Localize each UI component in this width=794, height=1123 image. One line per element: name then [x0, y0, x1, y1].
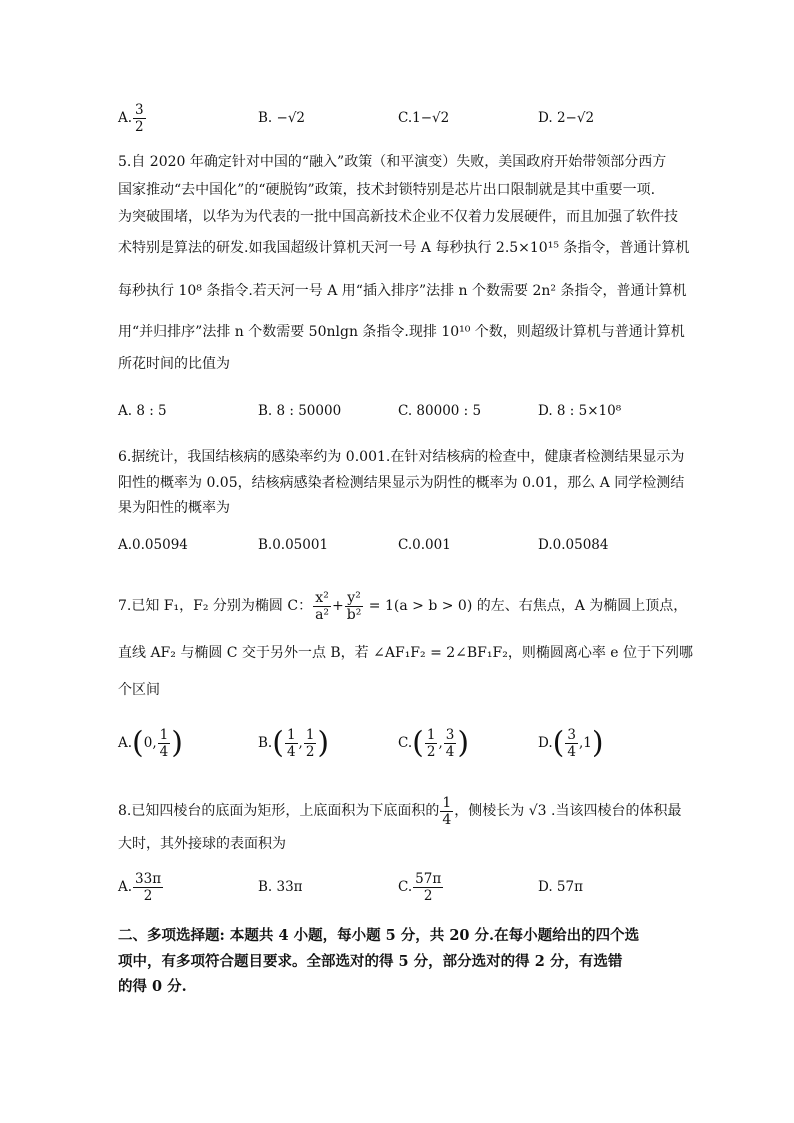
- q8-option-c: C. $\frac{57\pi}{2}$: [398, 871, 442, 904]
- q6-line-1: 6.据统计，我国结核病的感染率约为 0.001.在针对结核病的检查中，健康者检测结果显示为: [118, 449, 685, 465]
- q5-option-c: C. 80000 : 5: [398, 403, 482, 419]
- q6-option-a: A.0.05094: [118, 537, 188, 553]
- q6-option-d: D.0.05084: [538, 537, 609, 553]
- section2-line-1: 二、多项选择题: 本题共 4 小题，每小题 5 分，共 20 分.在每小题给出的四个选: [118, 927, 640, 944]
- q8-option-a: A. $\frac{33\pi}{2}$: [118, 871, 162, 904]
- q7-line-2: 直线 AF₂ 与椭圆 C 交于另外一点 B，若 ∠AF₁F₂ = 2∠BF₁F₂，则椭圆离心率 e 位于下列哪: [118, 645, 694, 661]
- q5-option-a: A. 8 : 5: [118, 403, 167, 419]
- q6-option-c: C.0.001: [398, 537, 451, 553]
- q7-y-fraction: $\frac{\text{y²}}{\text{b²}}$: [346, 589, 362, 623]
- q7-x-fraction: $\frac{\text{x²}}{\text{a²}}$: [315, 589, 330, 623]
- q8-option-b: B. 33π: [258, 879, 303, 895]
- q4-option-b: B. −√2: [258, 110, 306, 126]
- q8-option-d: D. 57π: [538, 879, 583, 895]
- q6-option-b: B.0.05001: [258, 537, 329, 553]
- q6-line-2: 阳性的概率为 0.05，结核病感染者检测结果显示为阴性的概率为 0.01，那么 A 同学检测结: [118, 475, 685, 491]
- q5-line-7: 所花时间的比值为: [118, 356, 230, 372]
- q7-option-d: D.( $\frac{3}{4}$ ,1): [538, 725, 604, 761]
- q5-line-5: 每秒执行 10⁸ 条指令.若天河一号 A 用“插入排序”法排 n 个数需要 2n² 条指令，普通计算机: [118, 283, 687, 299]
- q4-option-a-fraction: $\frac{3}{2}$: [135, 102, 144, 135]
- q7-line-3: 个区间: [118, 682, 160, 698]
- q7-option-b: B.( $\frac{1}{4}$ , $\frac{1}{2}$ ): [258, 725, 330, 761]
- q4-option-c: C.1−√2: [398, 110, 450, 126]
- q7-line-1: 7.已知 F₁，F₂ 分别为椭圆 C： $\frac{\text{x²}}{\text{a²}}$ + $\frac{\text{y²}}{\text{b²}}$ = 1(a > b > 0) 的左、右焦点，A 为椭圆上顶点，: [118, 589, 688, 623]
- q4-option-d: D. 2−√2: [538, 110, 595, 126]
- q8-line-2: 大时，其外接球的表面积为: [118, 836, 286, 852]
- q7-option-c: C.( $\frac{1}{2}$ , $\frac{3}{4}$ ): [398, 725, 470, 761]
- q5-line-4: 术特别是算法的研发.如我国超级计算机天河一号 A 每秒执行 2.5×10¹⁵ 条指令，普通计算机: [118, 240, 690, 256]
- q7-option-a: A.(0, $\frac{1}{4}$ ): [118, 725, 183, 761]
- section2-line-3: 的得 0 分.: [118, 978, 187, 995]
- section2-line-2: 项中，有多项符合题目要求。全部选对的得 5 分，部分选对的得 2 分，有选错: [118, 953, 623, 970]
- q5-option-b: B. 8 : 50000: [258, 403, 342, 419]
- q5-line-6: 用“并归排序”法排 n 个数需要 50nlgn 条指令.现排 10¹⁰ 个数，则超级计算机与普通计算机: [118, 324, 685, 340]
- q8-line-1: 8.已知四棱台的底面为矩形，上底面积为下底面积的 $\frac{1}{4}$ ，侧棱长为 √3 .当该四棱台的体积最: [118, 794, 682, 828]
- q5-line-3: 为突破围堵，以华为为代表的一批中国高新技术企业不仅着力发展硬件，而且加强了软件技: [118, 209, 678, 225]
- q8-fraction: $\frac{1}{4}$: [442, 794, 452, 828]
- q5-line-2: 国家推动“去中国化”的“硬脱钩”政策，技术封锁特别是芯片出口限制就是其中重要一项.: [118, 182, 656, 198]
- q5-line-1: 5.自 2020 年确定针对中国的“融入”政策（和平演变）失败，美国政府开始带领部分西方: [118, 154, 667, 170]
- q5-option-d: D. 8 : 5×10⁸: [538, 403, 622, 419]
- q4-option-a: A. $\frac{3}{2}$: [118, 102, 144, 135]
- q6-line-3: 果为阳性的概率为: [118, 500, 230, 516]
